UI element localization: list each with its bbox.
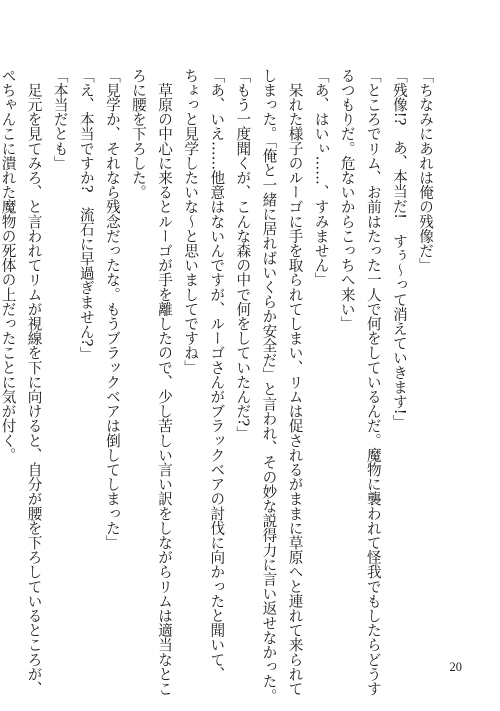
vertical-text-body [0, 68, 438, 704]
page-number: 20 [449, 660, 462, 674]
text-line: ぺちゃんこに潰れた魔物の死体の上だったことに気が付く。 [0, 68, 17, 463]
text-line: 呆れた様子のルーゴに手を取られてしまい、リムは促されるがままに草原へと連れて来られて [286, 68, 304, 696]
text-line: 「見学か、それなら残念だったな。もうブラックベアは倒してしまった」 [103, 68, 121, 550]
text-line: ろに腰を下ろした。 [129, 68, 147, 200]
text-line: るつもりだ。危ないからこっちへ来い」 [338, 68, 356, 331]
text-line: 「あ、いえ……他意はないんですが、ルーゴさんがブラックベアの討伐に向かったと聞いて、 [208, 68, 226, 682]
text-line: ちょっと見学したいな〜と思いましてですね」 [182, 68, 200, 375]
text-line: しまった。「俺と一緒に居ればいくらか安全だ」と言われ、その妙な説得力に言い返せなかった。 [260, 68, 278, 704]
text-line: 「もう一度聞くが、こんな森の中で何をしていたんだ?」 [234, 68, 252, 441]
text-line: 「え、本当ですか? 流石に早過ぎません?」 [77, 68, 95, 362]
text-line: 足元を見てみろ、と言われてリムが視線を下に向けると、自分が腰を下ろしているところが、 [25, 68, 43, 696]
text-line: 「ちなみにあれは俺の残像だ」 [417, 68, 434, 273]
text-line: 「本当だとも」 [51, 68, 69, 171]
text-line: 「残像!? あ、本当だ! すぅ〜って消えていきます!」 [390, 68, 408, 430]
text-line: 草原の中心に来るとルーゴが手を離したので、少し苦しい言い訳をしながらリムは適当なとこ [156, 68, 174, 696]
text-line: 「あ、はいぃ……、すみません」 [312, 68, 330, 287]
text-line: 「ところでリム、お前はたった一人で何をしているんだ。魔物に襲われて怪我でもしたらどうす [364, 68, 382, 696]
